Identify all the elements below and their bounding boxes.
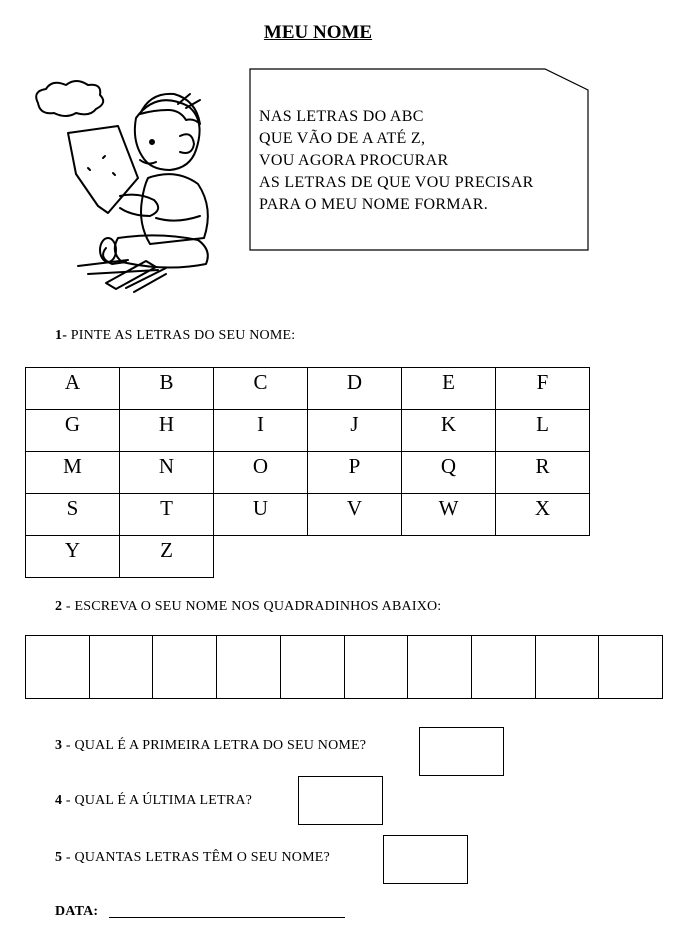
- question-number: 2: [55, 599, 63, 614]
- letter-cell[interactable]: B: [120, 368, 214, 410]
- last-letter-answer-box[interactable]: [298, 776, 383, 825]
- letter-cell[interactable]: E: [402, 368, 496, 410]
- letter-cell[interactable]: L: [496, 410, 590, 452]
- name-letter-boxes: [25, 635, 663, 699]
- empty-cell: [308, 536, 402, 578]
- letter-cell[interactable]: Y: [26, 536, 120, 578]
- table-row: [26, 410, 590, 452]
- letter-cell[interactable]: H: [120, 410, 214, 452]
- poem-line: AS LETRAS DE QUE VOU PRECISAR: [259, 174, 534, 191]
- question-3: [55, 738, 366, 754]
- question-number: 3: [55, 738, 63, 753]
- question-text: - ESCREVA O SEU NOME NOS QUADRADINHOS ABAIXO:: [62, 599, 442, 614]
- question-number: 4: [55, 793, 63, 808]
- letter-cell[interactable]: Z: [120, 536, 214, 578]
- letter-cell[interactable]: A: [26, 368, 120, 410]
- empty-cell: [402, 536, 496, 578]
- table-row: [26, 368, 590, 410]
- empty-cell: [496, 536, 590, 578]
- question-number: 1-: [55, 328, 68, 343]
- poem-text: [259, 106, 534, 216]
- poem-line: QUE VÃO DE A ATÉ Z,: [259, 130, 426, 147]
- name-letter-box[interactable]: [281, 636, 345, 698]
- name-letter-box[interactable]: [599, 636, 662, 698]
- name-letter-box[interactable]: [536, 636, 600, 698]
- letter-cell[interactable]: S: [26, 494, 120, 536]
- letter-cell[interactable]: P: [308, 452, 402, 494]
- name-letter-box[interactable]: [26, 636, 90, 698]
- question-text: PINTE AS LETRAS DO SEU NOME:: [70, 328, 296, 343]
- letter-cell[interactable]: G: [26, 410, 120, 452]
- poem-line: NAS LETRAS DO ABC: [259, 108, 424, 125]
- name-letter-box[interactable]: [153, 636, 217, 698]
- letter-cell[interactable]: I: [214, 410, 308, 452]
- table-row: [26, 536, 590, 578]
- question-text: - QUAL É A ÚLTIMA LETRA?: [62, 793, 253, 808]
- letter-cell[interactable]: O: [214, 452, 308, 494]
- question-text: - QUANTAS LETRAS TÊM O SEU NOME?: [62, 850, 330, 865]
- date-label: DATA:: [55, 904, 99, 919]
- name-letter-box[interactable]: [90, 636, 154, 698]
- question-1: [55, 328, 295, 344]
- letter-cell[interactable]: J: [308, 410, 402, 452]
- question-2: [55, 599, 441, 615]
- letter-cell[interactable]: V: [308, 494, 402, 536]
- poem-line: PARA O MEU NOME FORMAR.: [259, 196, 489, 213]
- letter-cell[interactable]: X: [496, 494, 590, 536]
- question-number: 5: [55, 850, 63, 865]
- letter-cell[interactable]: F: [496, 368, 590, 410]
- first-letter-answer-box[interactable]: [419, 727, 504, 776]
- table-row: [26, 494, 590, 536]
- letter-cell[interactable]: U: [214, 494, 308, 536]
- table-row: [26, 452, 590, 494]
- letter-cell[interactable]: T: [120, 494, 214, 536]
- alphabet-table: [25, 367, 590, 578]
- date-field[interactable]: [109, 917, 345, 918]
- name-letter-box[interactable]: [472, 636, 536, 698]
- letter-cell[interactable]: Q: [402, 452, 496, 494]
- empty-cell: [214, 536, 308, 578]
- name-letter-box[interactable]: [217, 636, 281, 698]
- letter-count-answer-box[interactable]: [383, 835, 468, 884]
- letter-cell[interactable]: W: [402, 494, 496, 536]
- letter-cell[interactable]: K: [402, 410, 496, 452]
- poem-line: VOU AGORA PROCURAR: [259, 152, 449, 169]
- name-letter-box[interactable]: [345, 636, 409, 698]
- name-letter-box[interactable]: [408, 636, 472, 698]
- page-title: MEU NOME: [263, 22, 373, 43]
- letter-cell[interactable]: D: [308, 368, 402, 410]
- question-5: [55, 850, 330, 866]
- letter-cell[interactable]: M: [26, 452, 120, 494]
- letter-cell[interactable]: C: [214, 368, 308, 410]
- letter-cell[interactable]: R: [496, 452, 590, 494]
- question-4: [55, 793, 252, 809]
- poem-box: [249, 68, 589, 251]
- date-label-row: [55, 904, 98, 920]
- letter-cell[interactable]: N: [120, 452, 214, 494]
- question-text: - QUAL É A PRIMEIRA LETRA DO SEU NOME?: [62, 738, 367, 753]
- child-reading-illustration: [28, 78, 228, 298]
